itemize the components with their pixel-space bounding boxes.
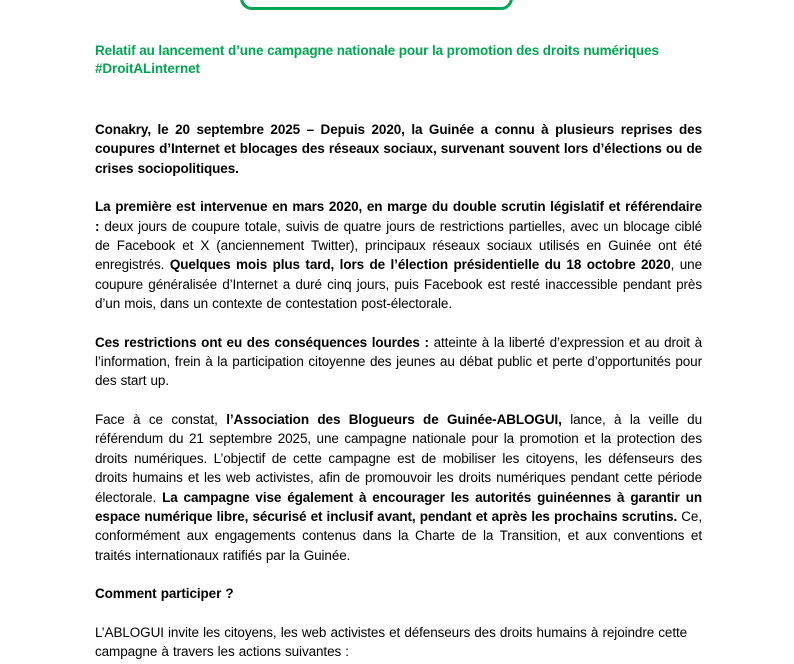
body-paragraph — [95, 333, 702, 391]
body-paragraph — [95, 410, 702, 565]
text-segment: lance, à la veille du référendum du 21 septembre 2025, une campagne nationale pour la promotion et la protection des droits numériques. L’objectif de cette campagne est de mobiliser les citoyens, les défenseurs des droits humains et les web activistes, afin de promouvoir les droits numériques pendant cette période électorale. — [95, 411, 703, 505]
text-segment: Face à ce constat, — [95, 411, 227, 427]
body-paragraph — [95, 120, 702, 178]
body-paragraph — [95, 197, 702, 313]
text-segment: Quelques mois plus tard, lors de l’élection présidentielle du 18 octobre 2020 — [169, 257, 671, 273]
text-segment: Ce, conformément aux engagements contenus dans la Charte de la Transition, et aux conventions et traités internationaux ratifiés par la Guinée. — [95, 508, 702, 563]
body-paragraph — [95, 584, 702, 603]
text-segment: Conakry, le 20 septembre 2025 – Depuis 2020, la Guinée a connu à plusieurs reprises des coupures d’Internet et blocages des réseaux sociaux, survenant souvent lors d’élections ou de crises sociopolitiques. — [95, 122, 702, 176]
text-segment: l’Association des Blogueurs de Guinée-ABLOGUI, — [226, 411, 562, 427]
title-frame-box — [240, 0, 513, 10]
text-segment: atteinte à la liberté d’expression et au droit à l’information, frein à la participation citoyenne des jeunes au débat public et perte d’opportunités pour des start up. — [95, 334, 702, 389]
text-segment: , une coupure généralisée d’Internet a duré cinq jours, puis Facebook est resté inaccessible pendant près d’un mois, dans un contexte de contestation post-électorale. — [95, 257, 702, 312]
text-segment: L’ABLOGUI invite les citoyens, les web activistes et défenseurs des droits humains à rejoindre cette campagne à travers les actions suivantes : — [95, 624, 688, 659]
text-segment: Comment participer ? — [95, 586, 234, 602]
text-segment: La première est intervenue en mars 2020, en marge du double scrutin législatif et référendaire : — [95, 199, 702, 234]
campaign-headline: Relatif au lancement d’une campagne nationale pour la promotion des droits numériques #DroitALinternet — [95, 43, 659, 76]
text-segment: La campagne vise également à encourager les autorités guinéennes à garantir un espace numérique libre, sécurisé et inclusif avant, pendant et après les prochains scrutins. — [95, 489, 702, 524]
text-segment: Ces restrictions ont eu des conséquences lourdes : — [95, 334, 434, 350]
text-segment: deux jours de coupure totale, suivis de quatre jours de restrictions partielles, avec un blocage ciblé de Facebook et X (anciennement Twitter), principaux réseaux sociaux utilisés en Guinée ont été enregistrés. — [95, 218, 703, 273]
body-paragraph — [95, 623, 702, 662]
document-body — [95, 120, 702, 661]
